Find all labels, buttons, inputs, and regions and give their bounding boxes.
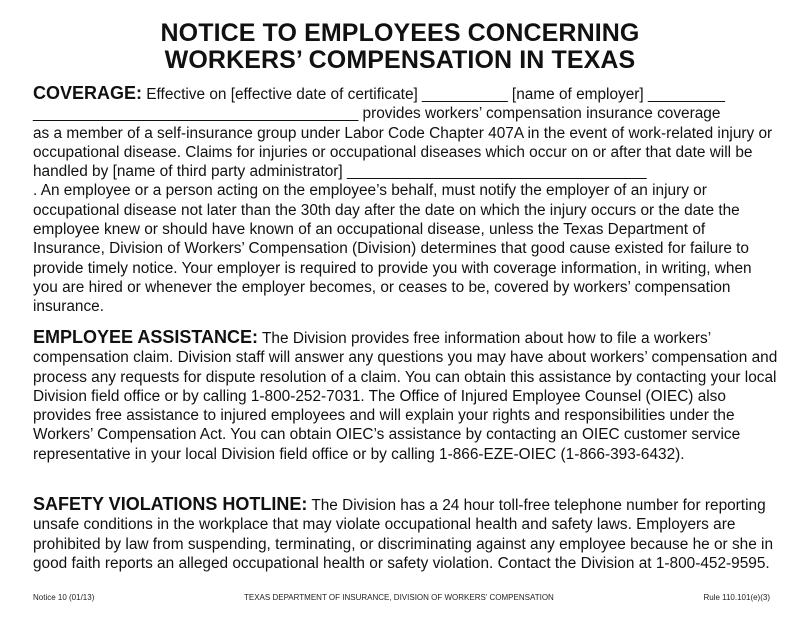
coverage-effective-line: Effective on [effective date of certificate] __________ [name of employer] _________ — [146, 86, 725, 103]
notice-title — [0, 20, 800, 74]
coverage-body: as a member of a self-insurance group under Labor Code Chapter 407A in the event of work-related injury or occupational disease. Claims for injuries or occupational diseases which occur on or after that date will be handled by [name of third party administrator] ___________________________________ — [33, 124, 773, 181]
safety-heading: SAFETY VIOLATIONS HOTLINE: — [33, 494, 308, 514]
assistance-body: The Division provides free information about how to file a workers’ compensation claim. Division staff will answer any questions you may have about workers’ compensation and process any requests for dispute resolution of a claim. You can obtain this assistance by contacting your local Division field office or by calling 1-800-252-7031. The Office of Injured Employee Counsel (OIEC) also provides free assistance to injured employees and will explain your rights and responsibilities under the Workers’ Compensation Act. You can obtain OIEC’s assistance by contacting an OIEC customer service representative in your local Division field office or by calling 1-866-EZE-OIEC (1-866-393-6432). — [33, 330, 778, 463]
footer-agency: TEXAS DEPARTMENT OF INSURANCE, DIVISION OF WORKERS’ COMPENSATION — [244, 593, 554, 602]
safety-paragraph — [33, 495, 778, 573]
coverage-line-1 — [33, 84, 778, 104]
safety-body: The Division has a 24 hour toll-free telephone number for reporting unsafe conditions in the workplace that may violate occupational health and safety laws. Employers are prohibited by law from suspending, terminating, or discriminating against any employee because he or she in good faith reports an alleged occupational health or safety violation. Contact the Division at 1-800-452-9595. — [33, 497, 774, 572]
coverage-body-2: . An employee or a person acting on the employee’s behalf, must notify the employer of an injury or occupational disease not later than the 30th day after the date on which the injury occurs or the date the employee knew or should have known of an occupational disease, unless the Texas Department of Insurance, Division of Workers’ Compensation (Division) determines that good cause existed for failure to provide timely notice. Your employer is required to provide you with coverage information, in writing, when you are hired or whenever the employer becomes, or ceases to be, covered by workers’ compensation insurance. — [33, 182, 752, 316]
coverage-line-2: ______________________________________ provides workers’ compensation insurance coverage — [33, 105, 721, 123]
coverage-heading: COVERAGE: — [33, 83, 143, 103]
page-footer — [33, 593, 770, 602]
title-line-1: NOTICE TO EMPLOYEES CONCERNING — [160, 19, 640, 47]
employee-assistance-section — [33, 328, 778, 464]
safety-hotline-section — [33, 495, 778, 573]
assistance-paragraph — [33, 328, 778, 464]
footer-notice-number: Notice 10 (01/13) — [33, 593, 95, 602]
footer-rule: Rule 110.101(e)(3) — [703, 593, 770, 602]
coverage-section — [33, 84, 778, 317]
assistance-heading: EMPLOYEE ASSISTANCE: — [33, 327, 259, 347]
title-line-2: WORKERS’ COMPENSATION IN TEXAS — [164, 46, 636, 74]
